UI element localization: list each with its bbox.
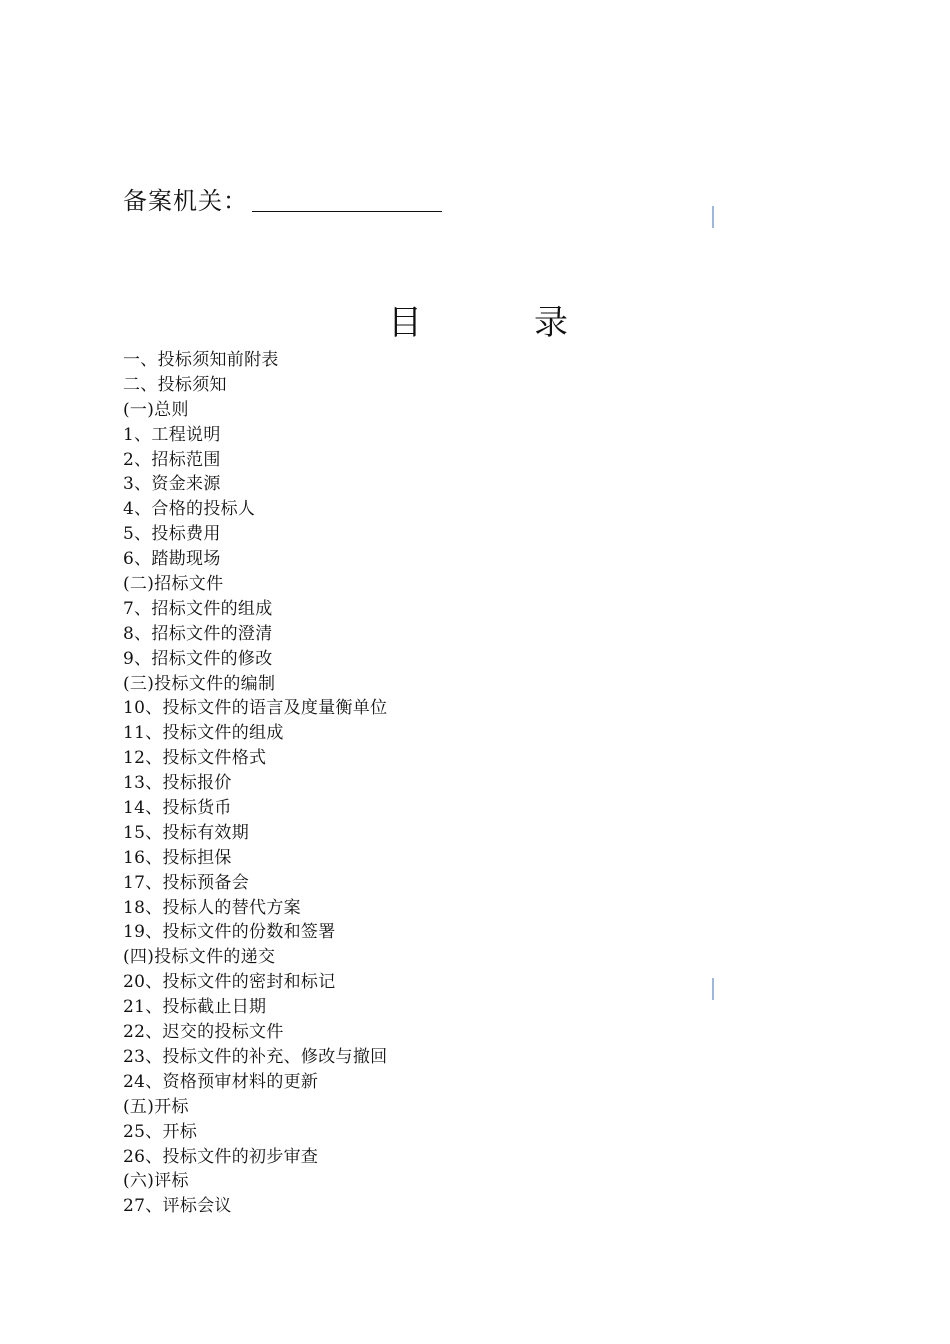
toc-entry: 23、投标文件的补充、修改与撤回: [123, 1046, 388, 1067]
toc-entry: 26、投标文件的初步审查: [123, 1146, 319, 1167]
toc-entry: 15、投标有效期: [123, 822, 250, 843]
text-cursor-marker: [712, 978, 714, 1000]
toc-entry: 25、开标: [123, 1121, 198, 1142]
toc-entry: 10、投标文件的语言及度量衡单位: [123, 698, 388, 719]
toc-entry: 9、招标文件的修改: [123, 648, 273, 669]
toc-entry: 2、招标范围: [123, 449, 221, 470]
toc-entry: 12、投标文件格式: [123, 748, 267, 769]
toc-entry: 18、投标人的替代方案: [123, 897, 301, 918]
toc-entry: 19、投标文件的份数和签署: [123, 922, 336, 943]
toc-entry: 7、招标文件的组成: [123, 598, 273, 619]
toc-entry: 16、投标担保: [123, 847, 232, 868]
toc-entry: 20、投标文件的密封和标记: [123, 972, 336, 993]
toc-entry: 22、迟交的投标文件: [123, 1022, 284, 1043]
text-cursor-marker: [712, 206, 714, 228]
toc-entry: 27、评标会议: [123, 1196, 232, 1217]
toc-entry: (五)开标: [123, 1096, 189, 1117]
toc-entry: 4、合格的投标人: [123, 499, 256, 520]
toc-heading-char-1: 目: [388, 303, 422, 343]
toc-entry: 8、招标文件的澄清: [123, 623, 273, 644]
toc-entry: (二)招标文件: [123, 574, 224, 595]
toc-entry: 11、投标文件的组成: [123, 723, 284, 744]
toc-entry: (六)评标: [123, 1171, 189, 1192]
toc-entry: 21、投标截止日期: [123, 997, 267, 1018]
toc-entry: 5、投标费用: [123, 524, 221, 545]
toc-list: [123, 348, 387, 1219]
toc-entry: 6、踏勘现场: [123, 549, 221, 570]
toc-entry: 3、资金来源: [123, 474, 221, 495]
toc-entry: 二、投标须知: [123, 374, 227, 395]
filing-authority-row: [123, 184, 442, 216]
toc-entry: 24、资格预审材料的更新: [123, 1071, 319, 1092]
toc-entry: 1、工程说明: [123, 424, 221, 445]
toc-entry: (三)投标文件的编制: [123, 673, 276, 694]
toc-entry: (一)总则: [123, 399, 189, 420]
toc-entry: 14、投标货币: [123, 798, 232, 819]
toc-entry: (四)投标文件的递交: [123, 947, 276, 968]
toc-entry: 13、投标报价: [123, 773, 232, 794]
filing-authority-label: 备案机关：: [123, 187, 248, 215]
toc-entry: 17、投标预备会: [123, 872, 250, 893]
toc-entry: 一、投标须知前附表: [123, 350, 279, 370]
toc-heading-char-2: 录: [534, 303, 568, 343]
toc-heading: [388, 300, 568, 346]
filing-authority-blank-line: [252, 187, 442, 212]
